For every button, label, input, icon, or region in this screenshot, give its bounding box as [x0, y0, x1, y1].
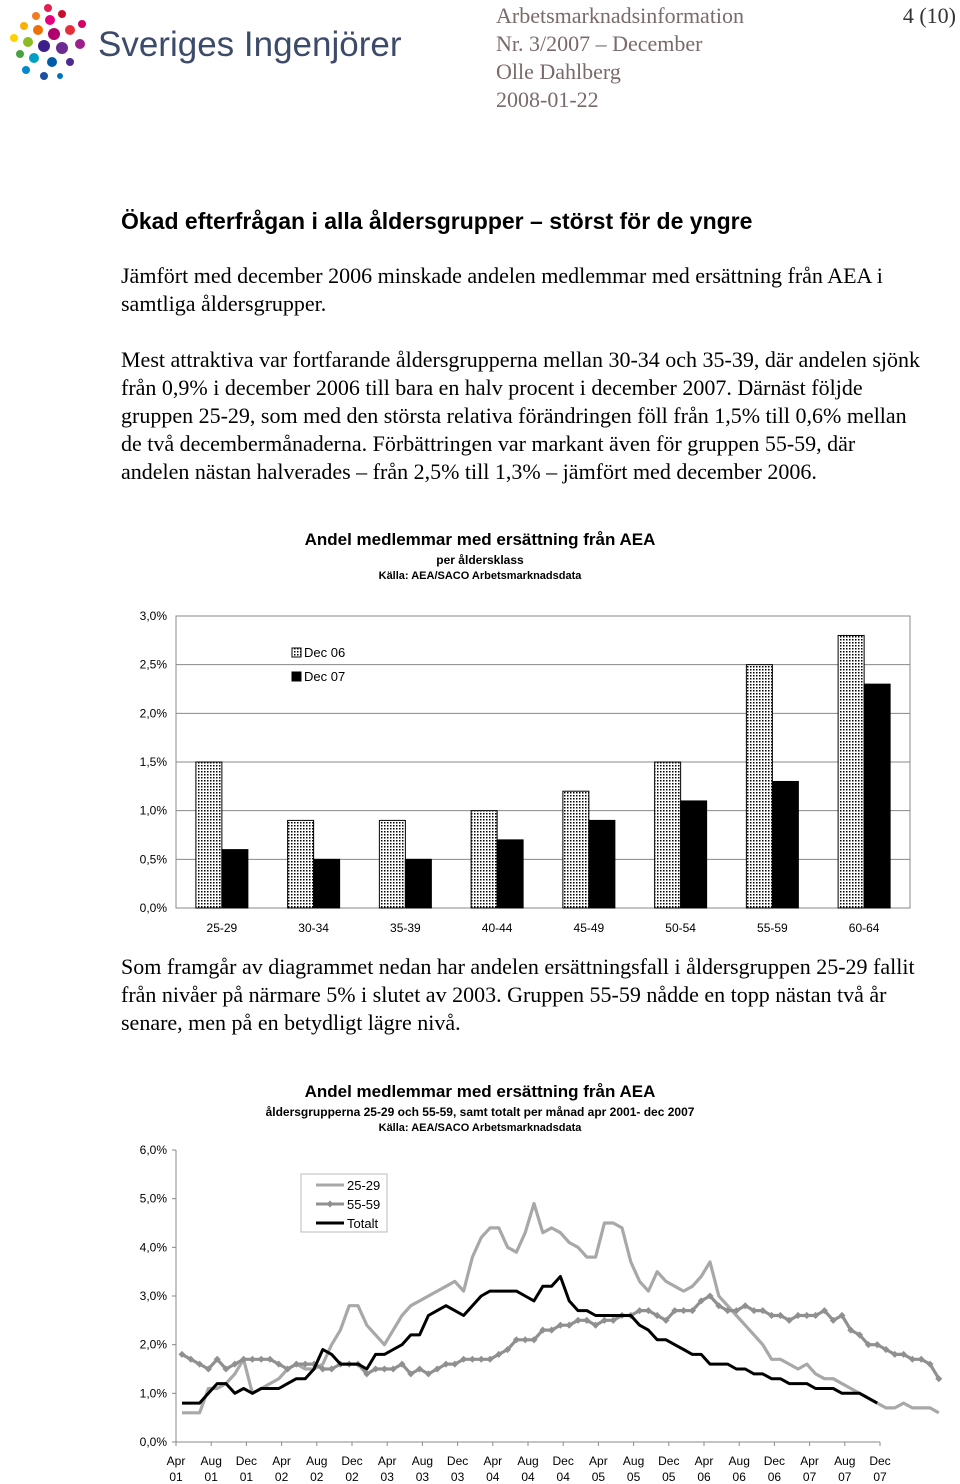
- line-x-tick-year: 07: [873, 1470, 887, 1484]
- line-x-tick-month: Dec: [658, 1454, 680, 1468]
- line-x-tick-year: 05: [626, 1470, 641, 1484]
- line-x-tick-month: Aug: [517, 1454, 539, 1468]
- bar-dec-06-50-54: [655, 762, 681, 908]
- bar-dec-07-35-39: [405, 859, 431, 908]
- line-x-tick-year: 01: [169, 1470, 183, 1484]
- logo-dot-mark: [10, 4, 86, 80]
- doc-author: Olle Dahlberg: [496, 59, 621, 84]
- bar-dec-07-40-44: [497, 840, 523, 908]
- bar-x-tick-label: 45-49: [573, 921, 605, 935]
- line-x-tick-month: Dec: [869, 1454, 891, 1468]
- bar-chart-title: Andel medlemmar med ersättning från AEA: [304, 530, 656, 549]
- paragraph-2: Mest attraktiva var fortfarande åldersgrupperna mellan 30-34 och 35-39, där andelen sjönk från 0,9% i december 2006 till bara en halv procent i december 2007. Därnäst följde gruppen 25-29, som med den största relativa förändringen föll från 1,5% till 0,6% mellan de två decembermånaderna. Förbättringen var markant även för gruppen 55-59, där andelen nästan halverades – från 2,5% till 1,3% – jämfört med december 2006.: [121, 347, 921, 484]
- line-point-55-59: [803, 1312, 810, 1319]
- line-x-tick-month: Dec: [552, 1454, 574, 1468]
- paragraph-1: Jämfört med december 2006 minskade andelen medlemmar med ersättning från AEA i samtliga åldersgrupper.: [121, 263, 883, 316]
- bar-dec-06-30-34: [288, 820, 314, 908]
- line-legend-label: 55-59: [347, 1197, 381, 1212]
- bar-x-tick-label: 50-54: [665, 921, 696, 935]
- line-x-tick-month: Dec: [235, 1454, 258, 1468]
- paragraph-3: Som framgår av diagrammet nedan har andelen ersättningsfall i åldersgruppen 25-29 fallit från nivåer på närmare 5% i slutet av 2003. Gruppen 55-59 nådde en topp nästan två år senare, men på en betydligt lägre nivå.: [121, 954, 915, 1035]
- line-x-tick-year: 04: [521, 1470, 535, 1484]
- bar-y-tick-label: 1,0%: [139, 803, 167, 818]
- logo-wordmark: Sveriges Ingenjörer: [98, 25, 402, 64]
- doc-issue: Nr. 3/2007 – December: [496, 31, 703, 56]
- bar-dec-06-35-39: [379, 820, 405, 908]
- line-chart: [0, 1140, 960, 1484]
- line-x-tick-month: Aug: [622, 1454, 645, 1468]
- line-y-tick-label: 3,0%: [139, 1289, 167, 1303]
- document-meta: [496, 2, 744, 114]
- line-x-tick-month: Dec: [763, 1454, 786, 1468]
- line-legend-label: 25-29: [347, 1178, 381, 1193]
- bar-dec-06-25-29: [196, 762, 222, 908]
- doc-title: Arbetsmarknadsinformation: [496, 3, 745, 28]
- line-point-55-59: [478, 1356, 485, 1363]
- line-y-tick-label: 5,0%: [139, 1191, 167, 1206]
- bar-legend-swatch: [292, 672, 301, 681]
- page-number: 4 (10): [902, 3, 956, 28]
- bar-x-tick-label: 55-59: [757, 921, 788, 935]
- line-point-55-59: [381, 1365, 388, 1372]
- line-x-tick-year: 06: [732, 1470, 746, 1484]
- line-y-tick-label: 6,0%: [139, 1143, 167, 1157]
- line-x-tick-month: Apr: [589, 1454, 608, 1468]
- line-y-tick-label: 0,0%: [139, 1435, 167, 1449]
- line-x-tick-month: Aug: [728, 1454, 750, 1468]
- line-y-tick-label: 4,0%: [139, 1240, 167, 1255]
- bar-x-tick-label: 25-29: [206, 921, 238, 935]
- line-x-tick-year: 01: [239, 1470, 254, 1484]
- bar-y-tick-label: 0,5%: [139, 852, 167, 867]
- line-x-tick-month: Dec: [446, 1454, 469, 1468]
- line-x-tick-year: 01: [204, 1470, 218, 1484]
- bar-x-tick-label: 40-44: [481, 921, 513, 935]
- bar-dec-07-25-29: [222, 850, 248, 908]
- bar-dec-07-30-34: [314, 859, 340, 908]
- bar-dec-06-40-44: [471, 811, 497, 908]
- line-x-tick-month: Aug: [306, 1454, 328, 1468]
- bar-dec-06-55-59: [746, 665, 772, 908]
- line-x-tick-year: 05: [591, 1470, 606, 1484]
- line-chart-subtitle: åldersgrupperna 25-29 och 55-59, samt totalt per månad apr 2001- dec 2007: [265, 1105, 695, 1119]
- line-x-tick-year: 03: [415, 1470, 430, 1484]
- bar-legend-label: Dec 06: [304, 645, 346, 660]
- bar-dec-06-45-49: [563, 791, 589, 908]
- line-x-tick-month: Apr: [483, 1454, 503, 1468]
- bar-x-tick-label: 60-64: [848, 921, 880, 935]
- bar-dec-07-45-49: [589, 820, 615, 908]
- line-x-tick-year: 03: [450, 1470, 465, 1484]
- bar-dec-06-60-64: [838, 635, 864, 908]
- line-x-tick-month: Dec: [341, 1454, 363, 1468]
- doc-date: 2008-01-22: [496, 87, 599, 112]
- line-x-tick-year: 04: [556, 1470, 570, 1484]
- bar-y-tick-label: 2,0%: [139, 706, 167, 721]
- bar-chart-subtitle: per åldersklass: [436, 553, 524, 567]
- line-x-tick-year: 02: [310, 1470, 324, 1484]
- line-x-tick-month: Apr: [800, 1454, 819, 1468]
- line-point-55-59: [522, 1336, 529, 1343]
- sveriges-ingenjorer-logo: [4, 0, 404, 86]
- line-x-tick-year: 06: [697, 1470, 711, 1484]
- line-x-tick-year: 06: [767, 1470, 782, 1484]
- bar-legend-swatch: [292, 648, 301, 657]
- bar-y-tick-label: 1,5%: [139, 755, 167, 769]
- line-x-tick-month: Apr: [272, 1454, 291, 1468]
- line-legend-label: Totalt: [347, 1216, 379, 1231]
- bar-chart-source: Källa: AEA/SACO Arbetsmarknadsdata: [378, 570, 582, 582]
- line-x-tick-year: 04: [486, 1470, 500, 1484]
- line-x-tick-month: Aug: [200, 1454, 222, 1468]
- line-point-55-59: [469, 1356, 476, 1363]
- line-point-55-59: [249, 1356, 256, 1363]
- line-x-tick-month: Apr: [166, 1454, 186, 1468]
- line-x-tick-year: 07: [838, 1470, 852, 1484]
- line-x-tick-year: 02: [345, 1470, 359, 1484]
- line-chart-source: Källa: AEA/SACO Arbetsmarknadsdata: [378, 1122, 582, 1134]
- line-y-tick-label: 1,0%: [139, 1386, 167, 1401]
- bar-legend-label: Dec 07: [304, 669, 346, 684]
- bar-y-tick-label: 3,0%: [139, 609, 167, 623]
- line-x-tick-year: 07: [802, 1470, 817, 1484]
- line-x-tick-year: 02: [274, 1470, 289, 1484]
- line-x-tick-year: 03: [380, 1470, 394, 1484]
- line-y-tick-label: 2,0%: [139, 1337, 167, 1352]
- line-x-tick-month: Apr: [377, 1454, 397, 1468]
- line-point-55-59: [258, 1356, 265, 1363]
- bar-y-tick-label: 2,5%: [139, 657, 167, 672]
- bar-chart: [0, 600, 960, 945]
- bar-dec-07-50-54: [681, 801, 707, 908]
- bar-x-tick-label: 35-39: [390, 921, 421, 935]
- bar-x-tick-label: 30-34: [298, 921, 329, 935]
- line-x-tick-month: Apr: [694, 1454, 714, 1468]
- line-x-tick-year: 05: [662, 1470, 676, 1484]
- line-point-55-59: [680, 1307, 687, 1314]
- section-heading: Ökad efterfrågan i alla åldersgrupper – störst för de yngre: [121, 208, 753, 234]
- bar-dec-07-55-59: [772, 781, 798, 908]
- bar-y-tick-label: 0,0%: [139, 901, 167, 915]
- line-chart-title: Andel medlemmar med ersättning från AEA: [304, 1082, 656, 1101]
- bar-dec-07-60-64: [864, 684, 890, 908]
- line-chart-legend: [301, 1174, 387, 1232]
- line-x-tick-month: Aug: [834, 1454, 856, 1468]
- line-x-tick-month: Aug: [411, 1454, 434, 1468]
